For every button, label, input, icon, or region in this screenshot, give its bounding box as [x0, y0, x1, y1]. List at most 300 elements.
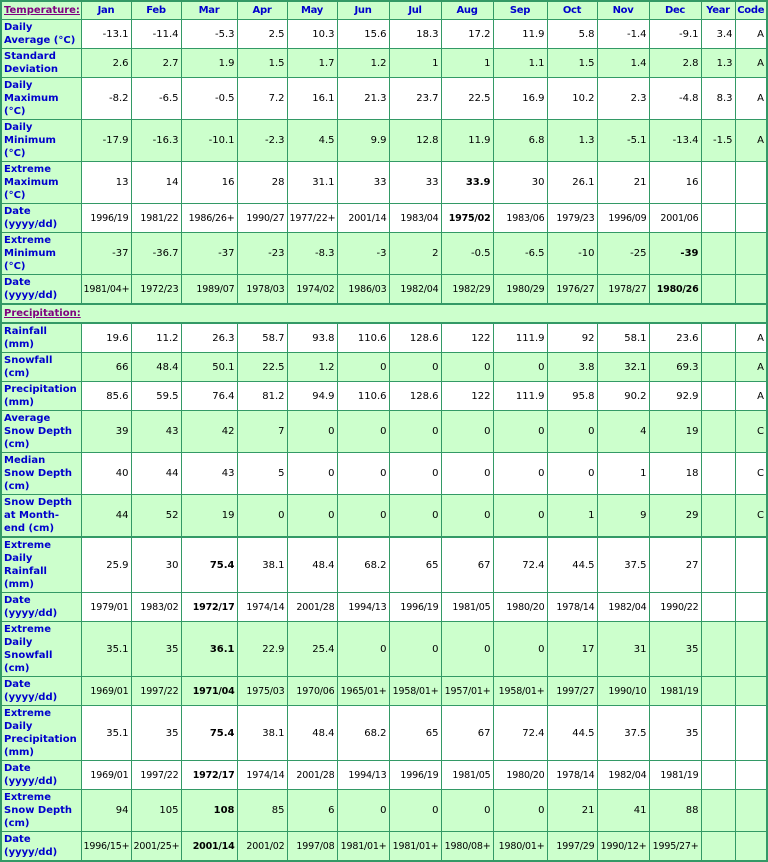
- data-cell: 16: [649, 162, 701, 204]
- data-cell: 22.5: [441, 78, 493, 120]
- data-cell: 44.5: [547, 537, 597, 593]
- data-cell: [735, 706, 767, 761]
- data-cell: 1958/01+: [389, 677, 441, 706]
- data-cell: 94.9: [287, 382, 337, 411]
- column-header-dec: Dec: [649, 1, 701, 20]
- data-cell: [701, 622, 735, 677]
- data-cell: 12.8: [389, 120, 441, 162]
- data-cell: 32.1: [597, 353, 649, 382]
- table-row: [1, 790, 767, 832]
- data-cell: 1.3: [547, 120, 597, 162]
- data-cell: [701, 323, 735, 353]
- data-cell: 48.4: [287, 537, 337, 593]
- data-cell: 44.5: [547, 706, 597, 761]
- data-cell: 3.4: [701, 20, 735, 49]
- data-cell: 38.1: [237, 706, 287, 761]
- data-cell: 1978/03: [237, 275, 287, 305]
- data-cell: [701, 761, 735, 790]
- data-cell: 37.5: [597, 537, 649, 593]
- data-cell: 0: [441, 495, 493, 538]
- data-cell: 0: [441, 353, 493, 382]
- column-header-may: May: [287, 1, 337, 20]
- data-cell: 5: [237, 453, 287, 495]
- data-cell: 58.7: [237, 323, 287, 353]
- data-cell: 9: [597, 495, 649, 538]
- data-cell: 1.2: [337, 49, 389, 78]
- data-cell: [701, 495, 735, 538]
- data-cell: 35: [649, 706, 701, 761]
- data-cell: 65: [389, 706, 441, 761]
- data-cell: 1: [389, 49, 441, 78]
- data-cell: -0.5: [181, 78, 237, 120]
- data-cell: 1994/13: [337, 761, 389, 790]
- data-cell: 111.9: [493, 323, 547, 353]
- data-cell: 1982/04: [597, 761, 649, 790]
- data-cell: A: [735, 20, 767, 49]
- data-cell: 19: [181, 495, 237, 538]
- data-cell: 5.8: [547, 20, 597, 49]
- row-label: Extreme Minimum (°C): [1, 233, 81, 275]
- data-cell: 1978/27: [597, 275, 649, 305]
- data-cell: 16.1: [287, 78, 337, 120]
- data-cell: 75.4: [181, 706, 237, 761]
- data-cell: -10.1: [181, 120, 237, 162]
- data-cell: -5.3: [181, 20, 237, 49]
- column-header-sep: Sep: [493, 1, 547, 20]
- data-cell: -5.1: [597, 120, 649, 162]
- data-cell: 2001/02: [237, 832, 287, 862]
- data-cell: -25: [597, 233, 649, 275]
- table-row: [1, 832, 767, 862]
- data-cell: 1983/04: [389, 204, 441, 233]
- data-cell: 1975/02: [441, 204, 493, 233]
- data-cell: [735, 233, 767, 275]
- data-cell: 1981/05: [441, 761, 493, 790]
- data-cell: 95.8: [547, 382, 597, 411]
- data-cell: 43: [131, 411, 181, 453]
- data-cell: 35.1: [81, 622, 131, 677]
- data-cell: 1: [547, 495, 597, 538]
- data-cell: 1981/01+: [337, 832, 389, 862]
- data-cell: [701, 233, 735, 275]
- data-cell: [701, 790, 735, 832]
- data-cell: -4.8: [649, 78, 701, 120]
- row-label: Date (yyyy/dd): [1, 832, 81, 862]
- data-cell: 1975/03: [237, 677, 287, 706]
- data-cell: 0: [287, 411, 337, 453]
- row-label: Daily Maximum (°C): [1, 78, 81, 120]
- data-cell: 2.6: [81, 49, 131, 78]
- data-cell: 1969/01: [81, 677, 131, 706]
- data-cell: 1983/06: [493, 204, 547, 233]
- data-cell: 35: [131, 706, 181, 761]
- data-cell: 1994/13: [337, 593, 389, 622]
- data-cell: 0: [547, 453, 597, 495]
- data-cell: 0: [337, 353, 389, 382]
- data-cell: 59.5: [131, 382, 181, 411]
- data-cell: 1979/01: [81, 593, 131, 622]
- data-cell: [701, 453, 735, 495]
- table-row: [1, 593, 767, 622]
- data-cell: C: [735, 411, 767, 453]
- data-cell: 128.6: [389, 382, 441, 411]
- data-cell: -23: [237, 233, 287, 275]
- data-cell: 2001/28: [287, 761, 337, 790]
- table-row: [1, 622, 767, 677]
- data-cell: 1982/29: [441, 275, 493, 305]
- row-label: Extreme Daily Rainfall (mm): [1, 537, 81, 593]
- data-cell: 26.1: [547, 162, 597, 204]
- data-cell: 37.5: [597, 706, 649, 761]
- data-cell: [701, 275, 735, 305]
- data-cell: -2.3: [237, 120, 287, 162]
- data-cell: 1.9: [181, 49, 237, 78]
- data-cell: [701, 204, 735, 233]
- data-cell: 30: [493, 162, 547, 204]
- table-row: [1, 233, 767, 275]
- data-cell: 30: [131, 537, 181, 593]
- data-cell: -36.7: [131, 233, 181, 275]
- table-row: [1, 495, 767, 538]
- data-cell: 0: [337, 411, 389, 453]
- data-cell: 9.9: [337, 120, 389, 162]
- data-cell: 108: [181, 790, 237, 832]
- data-cell: 0: [493, 353, 547, 382]
- table-row: [1, 323, 767, 353]
- data-cell: 4.5: [287, 120, 337, 162]
- data-cell: 11.9: [493, 20, 547, 49]
- data-cell: 94: [81, 790, 131, 832]
- data-cell: 3.8: [547, 353, 597, 382]
- data-cell: -11.4: [131, 20, 181, 49]
- data-cell: 17: [547, 622, 597, 677]
- data-cell: 1981/19: [649, 677, 701, 706]
- data-cell: 67: [441, 706, 493, 761]
- data-cell: 1969/01: [81, 761, 131, 790]
- data-cell: 1977/22+: [287, 204, 337, 233]
- section-link-temperature[interactable]: Temperature:: [1, 1, 81, 20]
- data-cell: 1970/06: [287, 677, 337, 706]
- table-row: [1, 353, 767, 382]
- row-label: Date (yyyy/dd): [1, 275, 81, 305]
- data-cell: 44: [81, 495, 131, 538]
- data-cell: 0: [493, 411, 547, 453]
- data-cell: 1990/22: [649, 593, 701, 622]
- data-cell: -1.4: [597, 20, 649, 49]
- data-cell: 92.9: [649, 382, 701, 411]
- data-cell: 31.1: [287, 162, 337, 204]
- data-cell: [701, 411, 735, 453]
- data-cell: C: [735, 453, 767, 495]
- row-label: Extreme Maximum (°C): [1, 162, 81, 204]
- row-label: Snow Depth at Month-end (cm): [1, 495, 81, 538]
- data-cell: -8.3: [287, 233, 337, 275]
- data-cell: 11.9: [441, 120, 493, 162]
- data-cell: 0: [441, 622, 493, 677]
- data-cell: 31: [597, 622, 649, 677]
- data-cell: 1997/22: [131, 761, 181, 790]
- column-header-nov: Nov: [597, 1, 649, 20]
- data-cell: 0: [493, 495, 547, 538]
- data-cell: 1976/27: [547, 275, 597, 305]
- data-cell: -16.3: [131, 120, 181, 162]
- data-cell: 1983/02: [131, 593, 181, 622]
- data-cell: 44: [131, 453, 181, 495]
- data-cell: 0: [493, 453, 547, 495]
- data-cell: 68.2: [337, 706, 389, 761]
- data-cell: 22.9: [237, 622, 287, 677]
- data-cell: 1972/17: [181, 761, 237, 790]
- data-cell: [735, 790, 767, 832]
- data-cell: 1981/01+: [389, 832, 441, 862]
- data-cell: 0: [547, 411, 597, 453]
- data-cell: 14: [131, 162, 181, 204]
- data-cell: 39: [81, 411, 131, 453]
- data-cell: -37: [81, 233, 131, 275]
- data-cell: -6.5: [493, 233, 547, 275]
- data-cell: 90.2: [597, 382, 649, 411]
- data-cell: 33.9: [441, 162, 493, 204]
- data-cell: 0: [337, 622, 389, 677]
- data-cell: 23.6: [649, 323, 701, 353]
- data-cell: 35: [649, 622, 701, 677]
- row-label: Date (yyyy/dd): [1, 677, 81, 706]
- data-cell: 35: [131, 622, 181, 677]
- data-cell: 1996/19: [389, 593, 441, 622]
- row-label: Precipitation (mm): [1, 382, 81, 411]
- data-cell: 25.4: [287, 622, 337, 677]
- data-cell: 1957/01+: [441, 677, 493, 706]
- data-cell: 6.8: [493, 120, 547, 162]
- data-cell: -9.1: [649, 20, 701, 49]
- data-cell: 85.6: [81, 382, 131, 411]
- data-cell: 10.2: [547, 78, 597, 120]
- row-label: Snowfall (cm): [1, 353, 81, 382]
- data-cell: 1982/04: [597, 593, 649, 622]
- table-row: [1, 78, 767, 120]
- data-cell: 72.4: [493, 706, 547, 761]
- data-cell: 1965/01+: [337, 677, 389, 706]
- column-header-year: Year: [701, 1, 735, 20]
- data-cell: 1.4: [597, 49, 649, 78]
- data-cell: 1995/27+: [649, 832, 701, 862]
- data-cell: 1972/17: [181, 593, 237, 622]
- data-cell: 33: [337, 162, 389, 204]
- data-cell: 21: [597, 162, 649, 204]
- data-cell: 1990/27: [237, 204, 287, 233]
- data-cell: 48.4: [287, 706, 337, 761]
- data-cell: 28: [237, 162, 287, 204]
- table-row: [1, 537, 767, 593]
- data-cell: 29: [649, 495, 701, 538]
- row-label: Date (yyyy/dd): [1, 204, 81, 233]
- data-cell: 10.3: [287, 20, 337, 49]
- data-cell: 1980/01+: [493, 832, 547, 862]
- data-cell: 76.4: [181, 382, 237, 411]
- data-cell: A: [735, 78, 767, 120]
- data-cell: -39: [649, 233, 701, 275]
- data-cell: [701, 382, 735, 411]
- data-cell: 1981/22: [131, 204, 181, 233]
- data-cell: [701, 162, 735, 204]
- data-cell: 88: [649, 790, 701, 832]
- data-cell: 0: [389, 790, 441, 832]
- data-cell: 1: [597, 453, 649, 495]
- data-cell: [735, 537, 767, 593]
- row-label: Rainfall (mm): [1, 323, 81, 353]
- data-cell: 2001/14: [337, 204, 389, 233]
- data-cell: 0: [389, 411, 441, 453]
- data-cell: 1996/19: [81, 204, 131, 233]
- data-cell: 0: [389, 453, 441, 495]
- data-cell: 19: [649, 411, 701, 453]
- data-cell: 0: [337, 495, 389, 538]
- data-cell: 21.3: [337, 78, 389, 120]
- data-cell: 110.6: [337, 382, 389, 411]
- data-cell: [701, 706, 735, 761]
- data-cell: 0: [389, 353, 441, 382]
- data-cell: [735, 593, 767, 622]
- data-cell: 1974/14: [237, 593, 287, 622]
- data-cell: 6: [287, 790, 337, 832]
- data-cell: 1980/20: [493, 593, 547, 622]
- data-cell: 85: [237, 790, 287, 832]
- data-cell: 1986/03: [337, 275, 389, 305]
- data-cell: 21: [547, 790, 597, 832]
- data-cell: C: [735, 495, 767, 538]
- data-cell: 26.3: [181, 323, 237, 353]
- data-cell: 92: [547, 323, 597, 353]
- data-cell: A: [735, 49, 767, 78]
- data-cell: -10: [547, 233, 597, 275]
- data-cell: [735, 622, 767, 677]
- data-cell: 2001/14: [181, 832, 237, 862]
- data-cell: 2.5: [237, 20, 287, 49]
- data-cell: 19.6: [81, 323, 131, 353]
- column-header-aug: Aug: [441, 1, 493, 20]
- data-cell: 0: [337, 453, 389, 495]
- table-row: [1, 49, 767, 78]
- data-cell: 1997/22: [131, 677, 181, 706]
- data-cell: 105: [131, 790, 181, 832]
- data-cell: A: [735, 120, 767, 162]
- data-cell: 1.3: [701, 49, 735, 78]
- data-cell: 1980/29: [493, 275, 547, 305]
- row-label: Extreme Snow Depth (cm): [1, 790, 81, 832]
- row-label: Average Snow Depth (cm): [1, 411, 81, 453]
- data-cell: [735, 761, 767, 790]
- data-cell: 48.4: [131, 353, 181, 382]
- column-header-oct: Oct: [547, 1, 597, 20]
- data-cell: 42: [181, 411, 237, 453]
- table-row: [1, 761, 767, 790]
- data-cell: 27: [649, 537, 701, 593]
- data-cell: 0: [441, 453, 493, 495]
- data-cell: 1980/08+: [441, 832, 493, 862]
- table-row: [1, 411, 767, 453]
- data-cell: [701, 677, 735, 706]
- data-cell: 1997/29: [547, 832, 597, 862]
- data-cell: 122: [441, 382, 493, 411]
- data-cell: 1997/08: [287, 832, 337, 862]
- table-row: [1, 382, 767, 411]
- data-cell: [701, 353, 735, 382]
- table-row: [1, 677, 767, 706]
- data-cell: 2.8: [649, 49, 701, 78]
- data-cell: 1974/02: [287, 275, 337, 305]
- data-cell: 93.8: [287, 323, 337, 353]
- data-cell: 72.4: [493, 537, 547, 593]
- data-cell: -8.2: [81, 78, 131, 120]
- data-cell: 23.7: [389, 78, 441, 120]
- data-cell: [735, 832, 767, 862]
- data-cell: 0: [441, 790, 493, 832]
- data-cell: 1978/14: [547, 761, 597, 790]
- data-cell: -13.1: [81, 20, 131, 49]
- data-cell: -13.4: [649, 120, 701, 162]
- data-cell: 15.6: [337, 20, 389, 49]
- data-cell: 41: [597, 790, 649, 832]
- data-cell: 122: [441, 323, 493, 353]
- data-cell: 17.2: [441, 20, 493, 49]
- data-cell: 1996/15+: [81, 832, 131, 862]
- data-cell: 1.5: [547, 49, 597, 78]
- data-cell: [701, 832, 735, 862]
- data-cell: 68.2: [337, 537, 389, 593]
- data-cell: 52: [131, 495, 181, 538]
- data-cell: 1989/07: [181, 275, 237, 305]
- section-divider-row: [1, 304, 767, 323]
- table-row: [1, 706, 767, 761]
- data-cell: A: [735, 353, 767, 382]
- row-label: Extreme Daily Snowfall (cm): [1, 622, 81, 677]
- data-cell: -37: [181, 233, 237, 275]
- data-cell: 1990/10: [597, 677, 649, 706]
- data-cell: 2.7: [131, 49, 181, 78]
- data-cell: 1979/23: [547, 204, 597, 233]
- table-row: [1, 275, 767, 305]
- column-header-mar: Mar: [181, 1, 237, 20]
- data-cell: 1980/26: [649, 275, 701, 305]
- table-body: [1, 20, 767, 862]
- data-cell: 25.9: [81, 537, 131, 593]
- column-header-apr: Apr: [237, 1, 287, 20]
- section-link-precipitation[interactable]: Precipitation:: [1, 304, 767, 323]
- data-cell: 18.3: [389, 20, 441, 49]
- table-row: [1, 204, 767, 233]
- data-cell: 69.3: [649, 353, 701, 382]
- data-cell: 16.9: [493, 78, 547, 120]
- data-cell: 33: [389, 162, 441, 204]
- data-cell: 50.1: [181, 353, 237, 382]
- data-cell: 1958/01+: [493, 677, 547, 706]
- data-cell: 40: [81, 453, 131, 495]
- data-cell: 1981/05: [441, 593, 493, 622]
- data-cell: A: [735, 382, 767, 411]
- data-cell: [735, 677, 767, 706]
- data-cell: 1982/04: [389, 275, 441, 305]
- data-cell: 1981/19: [649, 761, 701, 790]
- column-header-jul: Jul: [389, 1, 441, 20]
- data-cell: 2: [389, 233, 441, 275]
- data-cell: -0.5: [441, 233, 493, 275]
- data-cell: [701, 537, 735, 593]
- data-cell: 7.2: [237, 78, 287, 120]
- data-cell: 1.5: [237, 49, 287, 78]
- data-cell: A: [735, 323, 767, 353]
- data-cell: [701, 593, 735, 622]
- data-cell: 1981/04+: [81, 275, 131, 305]
